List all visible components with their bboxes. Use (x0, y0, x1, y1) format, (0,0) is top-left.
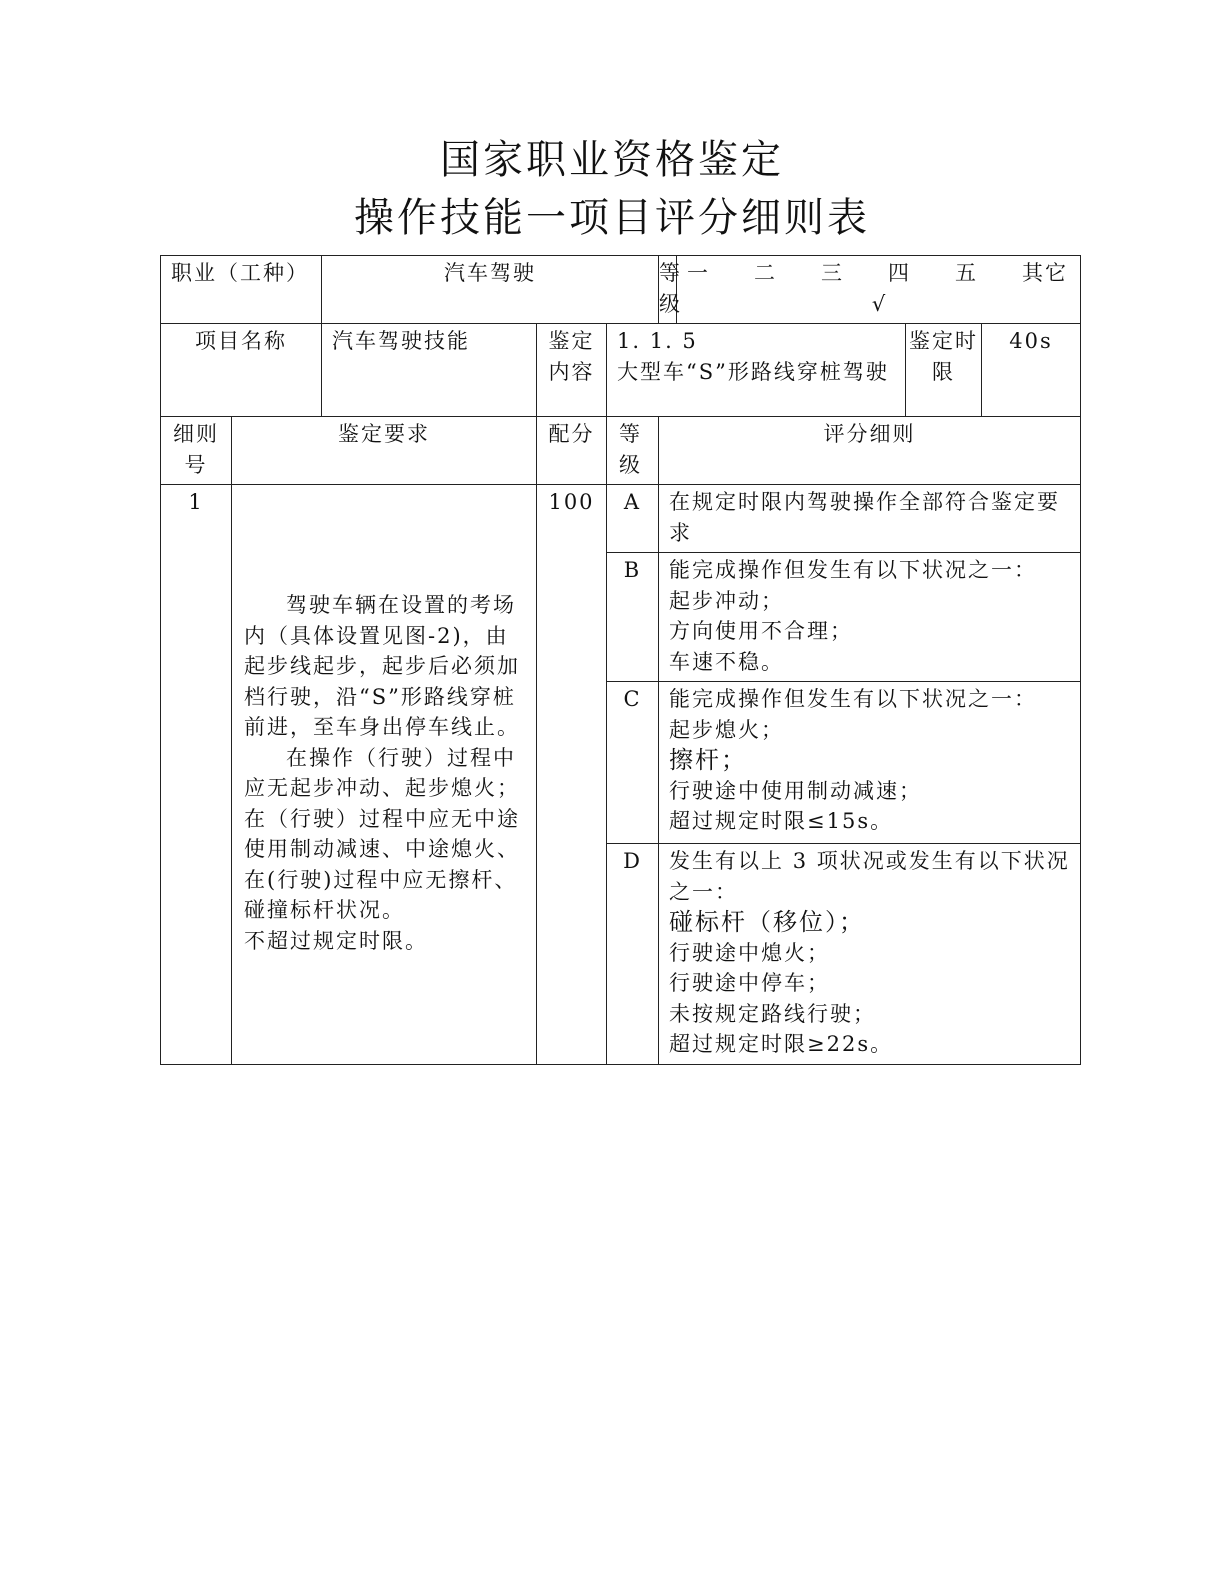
content-code: 1. 1. 5 (617, 329, 698, 353)
occupation-label: 职业（工种） (161, 256, 322, 324)
criteria-line: 行驶途中熄火； (669, 940, 831, 965)
content-description: 大型车“S”形路线穿桩驾驶 (617, 359, 889, 384)
grade-levels (687, 258, 1072, 289)
grade-check-mark: √ (871, 291, 888, 316)
criteria-line: 方向使用不合理； (669, 619, 854, 643)
requirement-text (232, 485, 537, 1065)
project-value: 汽车驾驶技能 (322, 324, 537, 417)
level-b-criteria (659, 553, 1081, 682)
content-value (607, 324, 906, 417)
criteria-line: 超过规定时限≤15s。 (669, 809, 894, 833)
occupation-row (161, 256, 1081, 324)
col-level: 等级 (607, 417, 659, 485)
scoring-table (160, 255, 1081, 1065)
rule-no-value: 1 (161, 485, 232, 1065)
level-grade-d: D (607, 844, 659, 1065)
col-rule-no: 细则号 (161, 417, 232, 485)
grade-level-5: 五 (955, 261, 979, 285)
requirement-paragraph-2: 在操作（行驶）过程中应无起步冲动、起步熄火；在（行驶）过程中应无中途使用制动减速、中途熄火、在(行驶)过程中应无擦杆、碰撞标杆状况。 (244, 745, 520, 923)
grade-levels-cell (677, 256, 1081, 324)
content-label: 鉴定内容 (537, 324, 607, 417)
criteria-line: 在规定时限内驾驶操作全部符合鉴定要求 (669, 490, 1061, 545)
criteria-line: 行驶途中停车； (669, 971, 831, 995)
grade-label: 等级 (659, 256, 677, 324)
criteria-line: 擦杆； (669, 746, 748, 774)
time-label: 鉴定时限 (906, 324, 982, 417)
document-title-line2: 操作技能一项目评分细则表 (354, 195, 870, 241)
requirement-paragraph-1: 驾驶车辆在设置的考场内（具体设置见图-2)，由起步线起步，起步后必须加档行驶，沿“S”形路线穿桩前进，至车身出停车线止。 (244, 593, 520, 740)
grade-level-1: 一 (687, 261, 711, 285)
criteria-line: 车速不稳。 (669, 649, 785, 674)
requirement-paragraph-3: 不超过规定时限。 (244, 928, 428, 953)
grade-level-3: 三 (821, 261, 845, 285)
table-row (161, 485, 1081, 553)
col-criteria: 评分细则 (659, 417, 1081, 485)
criteria-line: 超过规定时限≥22s。 (669, 1032, 894, 1056)
criteria-line: 碰标杆（移位）； (669, 908, 866, 936)
occupation-value: 汽车驾驶 (322, 256, 659, 324)
level-grade-c: C (607, 682, 659, 844)
time-value: 40s (982, 324, 1081, 417)
criteria-line: 能完成操作但发生有以下状况之一： (669, 558, 1038, 582)
level-d-criteria (659, 844, 1081, 1065)
level-a-criteria (659, 485, 1081, 553)
level-c-criteria (659, 682, 1081, 844)
criteria-line: 未按规定路线行驶； (669, 1001, 877, 1026)
criteria-line: 行驶途中使用制动减速； (669, 778, 923, 803)
criteria-line: 起步熄火； (669, 717, 785, 742)
col-requirement: 鉴定要求 (232, 417, 537, 485)
project-row (161, 324, 1081, 417)
criteria-line: 发生有以上 3 项状况或发生有以下状况之一： (669, 849, 1070, 904)
grade-level-other: 其它 (1022, 261, 1069, 285)
grade-level-4: 四 (888, 261, 912, 285)
grade-level-2: 二 (754, 261, 778, 285)
criteria-line: 起步冲动； (669, 588, 785, 613)
level-grade-b: B (607, 553, 659, 682)
level-grade-a: A (607, 485, 659, 553)
column-header-row (161, 417, 1081, 485)
score-value: 100 (537, 485, 607, 1065)
col-score: 配分 (537, 417, 607, 485)
criteria-line: 能完成操作但发生有以下状况之一： (669, 687, 1038, 711)
document-title-line1: 国家职业资格鉴定 (440, 137, 784, 183)
project-label: 项目名称 (161, 324, 322, 417)
